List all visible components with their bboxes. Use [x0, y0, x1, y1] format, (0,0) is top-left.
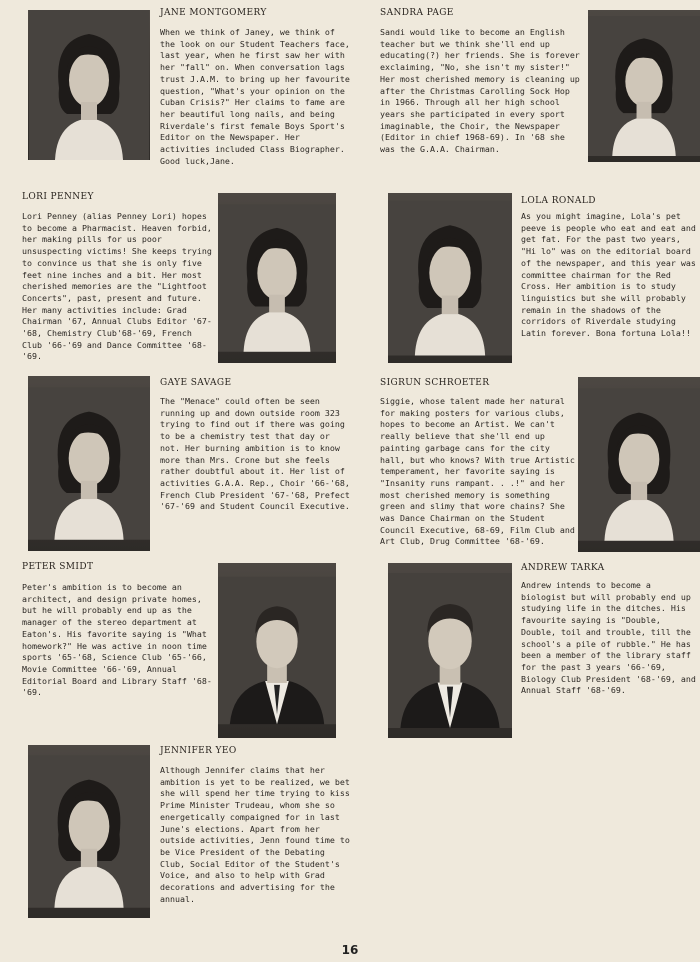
portrait-image	[28, 10, 150, 160]
student-bio: Sandi would like to become an English teacher but we think she'll end up educating(?) her friends. She is forever exclaiming, "No, she isn't my sister!" Her most cherished memory is cleaning up after the Christmas Carolling Sock Hop in 1966. Through all her high school years she participated in every sport imaginable, the Choir, the Newspaper (Editor in chief 1968-69). In '68 she was the G.A.A. Chairman.	[380, 27, 580, 155]
portrait-lori-penney	[218, 193, 336, 363]
portrait-gaye-savage	[28, 376, 150, 551]
student-bio: Andrew intends to become a biologist but will probably end up studying life in the ditches. His favourite saying is "Double, Double, toil and trouble, till the school's a pile of rubble." He has been a member of the library staff for the past 3 years '66-'69, Biology Club President '68-'69, and Annual Staff '68-'69.	[521, 580, 696, 696]
student-name: SANDRA PAGE	[380, 8, 454, 18]
student-bio: When we think of Janey, we think of the look on our Student Teachers face, last year, when he first saw her with her "fall" on. When conversation lags trust J.A.M. to bring up her favourite question, "What's your opinion on the Cuban Crisis?" Her claims to fame are her beautiful long nails, and being Riverdale's first female Boys Sport's Editor on the Newspaper. Her activities included Class Biographer. Good luck,Jane.	[160, 27, 350, 166]
student-bio: Siggie, whose talent made her natural for making posters for various clubs, hopes to become an Artist. We can't really believe that she'll end up painting garbage cans for the city hall, but who knows? With true Artistic temperament, her favorite saying is "Insanity runs rampant. . .!" and her most cherished memory is something green and slimy that wore chains? She was Dance Chairman on the Student Council Executive, 68-69, Film Club and Art Club, Drug Committee '68-'69.	[380, 396, 575, 547]
portrait-jane-montgomery	[28, 10, 150, 160]
portrait-sigrun-schroeter	[578, 377, 700, 552]
student-bio: As you might imagine, Lola's pet peeve is people who eat and eat and get fat. For the past two years, "Hi lo" was on the editorial board of the newspaper, and this year was committee chairman for the Red Cross. Her ambition is to study linguistics but she will probably remain in the shadows of the corridors of Riverdale studying Latin forever. Bona fortuna Lola!!	[521, 211, 696, 339]
student-bio: Lori Penney (alias Penney Lori) hopes to become a Pharmacist. Heaven forbid, her making pills for us poor unsuspecting victims! She keeps trying to convince us that she is only five feet nine inches and a bit. Her most cherished memories are the "Lightfoot Concerts", past, present and future. Her many activities include: Grad Chairman '67, Annual Clubs Editor '67-'68, Chemistry Club'68-'69, French Club '66-'69 and Dance Committee '68-'69.	[22, 211, 212, 362]
portrait-image	[388, 563, 512, 738]
portrait-image	[588, 10, 700, 162]
portrait-image	[28, 376, 150, 551]
student-name: JENNIFER YEO	[160, 746, 237, 756]
portrait-andrew-tarka	[388, 563, 512, 738]
student-name: GAYE SAVAGE	[160, 378, 232, 388]
portrait-sandra-page	[588, 10, 700, 162]
portrait-image	[388, 193, 512, 363]
portrait-peter-smidt	[218, 563, 336, 738]
student-bio: The "Menace" could often be seen running up and down outside room 323 trying to find out if there was going to be a chemistry test that day or not. Her burning ambition is to know more than Mrs. Crone but she feels rather doubtful about it. Her list of activities G.A.A. Rep., Choir '66-'68, French Club President '67-'68, Prefect '67-'69 and Student Council Executive.	[160, 396, 350, 512]
portrait-jennifer-yeo	[28, 745, 150, 918]
portrait-lola-ronald	[388, 193, 512, 363]
student-name: JANE MONTGOMERY	[160, 8, 267, 18]
student-bio: Although Jennifer claims that her ambition is yet to be realized, we bet she will spend her time trying to kiss Prime Minister Trudeau, whom she so energetically compaigned for in last June's elections. Apart from her outside activities, Jenn found time to be Vice President of the Debating Club, Social Editor of the Student's Voice, and also to help with Grad decorations and advertising for the annual.	[160, 765, 350, 904]
student-name: ANDREW TARKA	[521, 563, 605, 573]
portrait-image	[218, 193, 336, 363]
page-number: 16	[341, 943, 359, 957]
portrait-image	[578, 377, 700, 552]
student-bio: Peter's ambition is to become an architect, and design private homes, but he will probably end up as the manager of the stereo department at Eaton's. His favorite saying is "What homework?" He was active in noon time sports '65-'68, Science Club '65-'66, Movie Committee '66-'69, Annual Editorial Board and Library Staff '68-'69.	[22, 582, 212, 698]
portrait-image	[28, 745, 150, 918]
student-name: PETER SMIDT	[22, 562, 94, 572]
student-name: SIGRUN SCHROETER	[380, 378, 490, 388]
student-name: LOLA RONALD	[521, 196, 596, 206]
portrait-image	[218, 563, 336, 738]
student-name: LORI PENNEY	[22, 192, 94, 202]
